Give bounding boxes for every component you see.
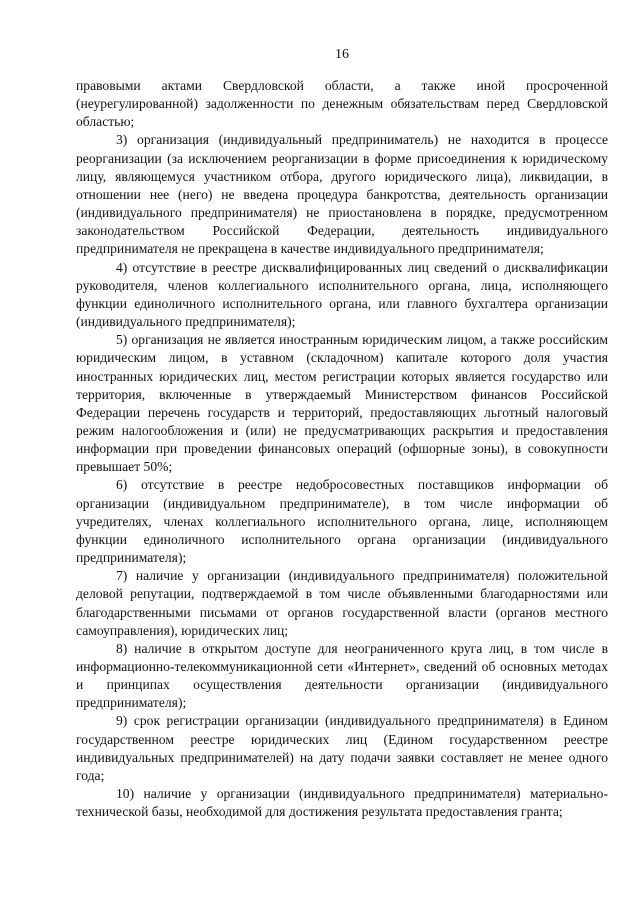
- paragraph-item-7: 7) наличие у организации (индивидуального предпринимателя) положительной деловой репутации, подтверждаемой в том числе объявленными благодарностями или благодарственными письмами от органов государственной власти (органов местного самоуправления), юридических лиц;: [76, 568, 608, 638]
- page-number: 16: [335, 47, 349, 62]
- document-body: [76, 77, 608, 821]
- paragraph-item-5: 5) организация не является иностранным юридическим лицом, а также российским юридическим лицом, в уставном (складочном) капитале которого доля участия иностранных юридических лиц, местом регистрации которых является государство или территория, включенные в утверждаемый Министерством финансов Российской Федерации перечень государств и территорий, предоставляющих льготный налоговый режим налогообложения и (или) не предусматривающих раскрытия и предоставления информации при проведении финансовых операций (офшорные зоны), в совокупности превышает 50%;: [76, 332, 608, 475]
- paragraph-item-8: 8) наличие в открытом доступе для неограниченного круга лиц, в том числе в информационно-телекоммуникационной сети «Интернет», сведений об основных методах и принципах осуществления деятельности организации (индивидуального предпринимателя);: [76, 640, 608, 711]
- paragraph-item-10: 10) наличие у организации (индивидуального предпринимателя) материально-технической базы, необходимой для достижения результата предоставления гранта;: [76, 786, 608, 820]
- paragraph-item-6: 6) отсутствие в реестре недобросовестных поставщиков информации об организации (индивидуальном предпринимателе), в том числе информации об учредителях, членах коллегиального исполнительного органа, лице, исполняющем функции единоличного исполнительного органа организации (индивидуального предпринимателя);: [76, 477, 608, 566]
- paragraph-item-9: 9) срок регистрации организации (индивидуального предпринимателя) в Едином государственном реестре юридических лиц (Едином государственном реестре индивидуальных предпринимателей) на дату подачи заявки составляет не менее одного года;: [76, 713, 608, 783]
- paragraph-continuation: правовыми актами Свердловской области, а также иной просроченной (неурегулированной) задолженности по денежным обязательствам перед Свердловской областью;: [76, 78, 608, 130]
- paragraph-item-4: 4) отсутствие в реестре дисквалифицированных лиц сведений о дисквалификации руководителя, членов коллегиального исполнительного органа, лица, исполняющего функции единоличного исполнительного органа, или главного бухгалтера организации (индивидуального предпринимателя);: [76, 259, 608, 330]
- paragraph-item-3: 3) организация (индивидуальный предприниматель) не находится в процессе реорганизации (за исключением реорганизации в форме присоединения к юридическому лицу, являющемуся участником отбора, другого юридического лица), ликвидации, в отношении нее (него) не введена процедура банкротства, деятельность организации (индивидуального предпринимателя) не приостановлена в порядке, предусмотренном законодательством Российской Федерации, деятельность индивидуального предпринимателя не прекращена в качестве индивидуального предпринимателя;: [76, 132, 608, 257]
